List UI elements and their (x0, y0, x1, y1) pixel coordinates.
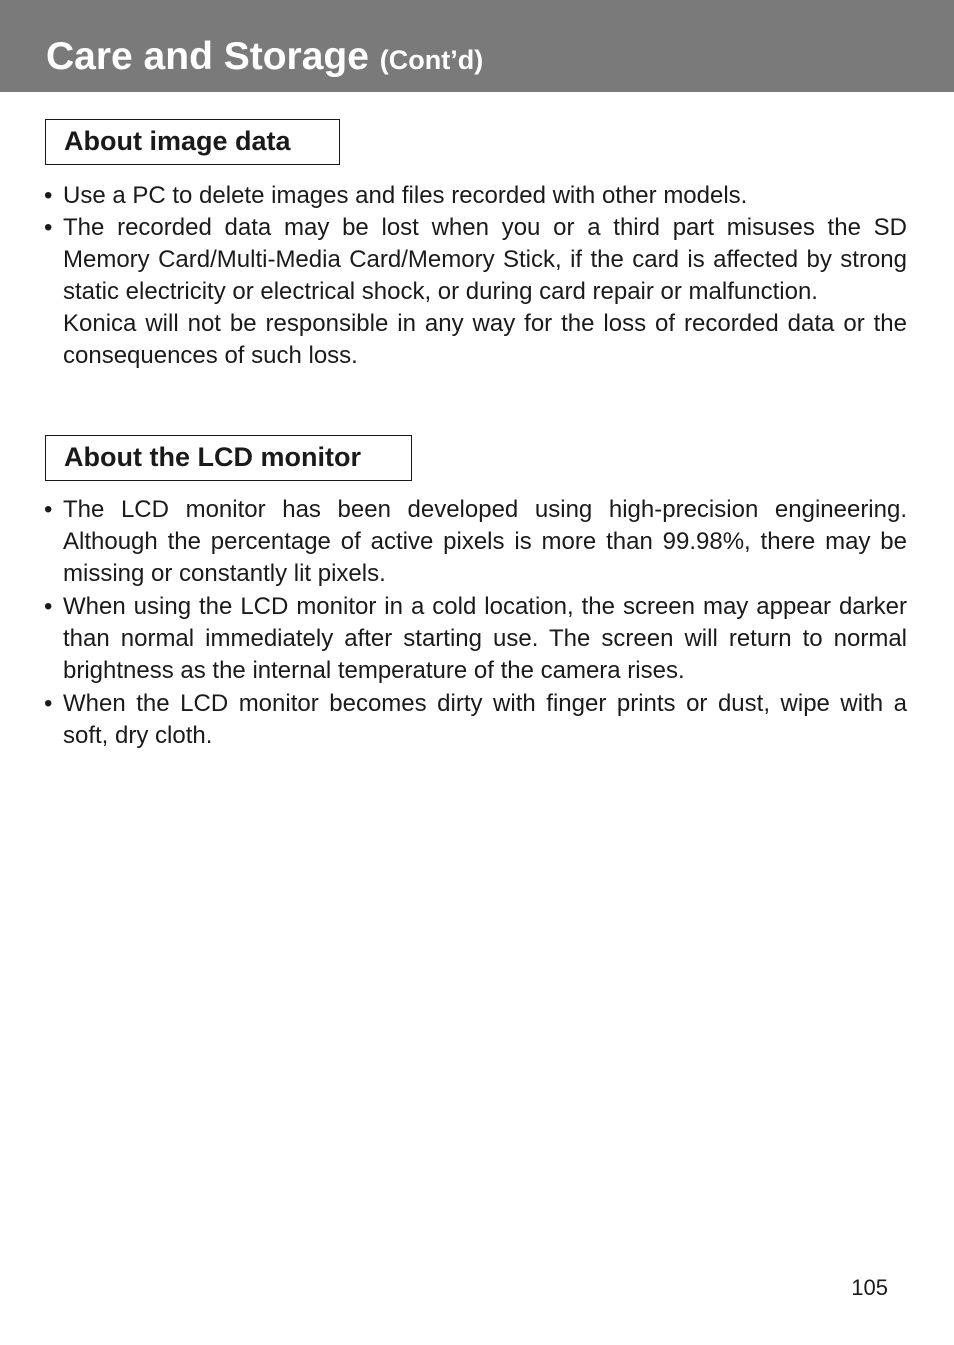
bullet: • (44, 182, 53, 209)
bullet: • (44, 593, 53, 620)
page-number: 105 (851, 1275, 888, 1300)
list-item (44, 212, 907, 372)
bullet: • (44, 214, 53, 241)
bullet: • (44, 690, 53, 717)
list-item-text: The LCD monitor has been developed using high-precision engineering. Although the percentage of active pixels is more than 99.98%, there may be missing or constantly lit pixels. (63, 496, 907, 587)
list-item (44, 180, 907, 212)
list-item-text: The recorded data may be lost when you or a third part misuses the SD Memory Card/Multi-Media Card/Memory Stick, if the card is affected by strong static electricity or electrical shock, or during card repair or malfunction. (63, 214, 907, 305)
bullet: • (44, 496, 53, 523)
list-item-text: Konica will not be responsible in any way for the loss of recorded data or the consequences of such loss. (63, 310, 907, 369)
list-item (44, 494, 907, 590)
list-item (44, 688, 907, 752)
list-item (44, 591, 907, 687)
section-heading-lcd-monitor: About the LCD monitor (45, 435, 412, 481)
page-title-continued: (Cont’d) (379, 45, 484, 75)
lcd-monitor-list (44, 494, 907, 752)
section-heading-image-data: About image data (45, 119, 340, 165)
list-item-text: When the LCD monitor becomes dirty with finger prints or dust, wipe with a soft, dry cloth. (63, 690, 907, 749)
page-title-main: Care and Storage (46, 35, 369, 78)
list-item-text: Use a PC to delete images and files recorded with other models. (63, 182, 748, 209)
page-title (46, 34, 483, 83)
image-data-list (44, 180, 907, 372)
list-item-text: When using the LCD monitor in a cold location, the screen may appear darker than normal immediately after starting use. The screen will return to normal brightness as the internal temperature of the camera rises. (63, 593, 907, 684)
